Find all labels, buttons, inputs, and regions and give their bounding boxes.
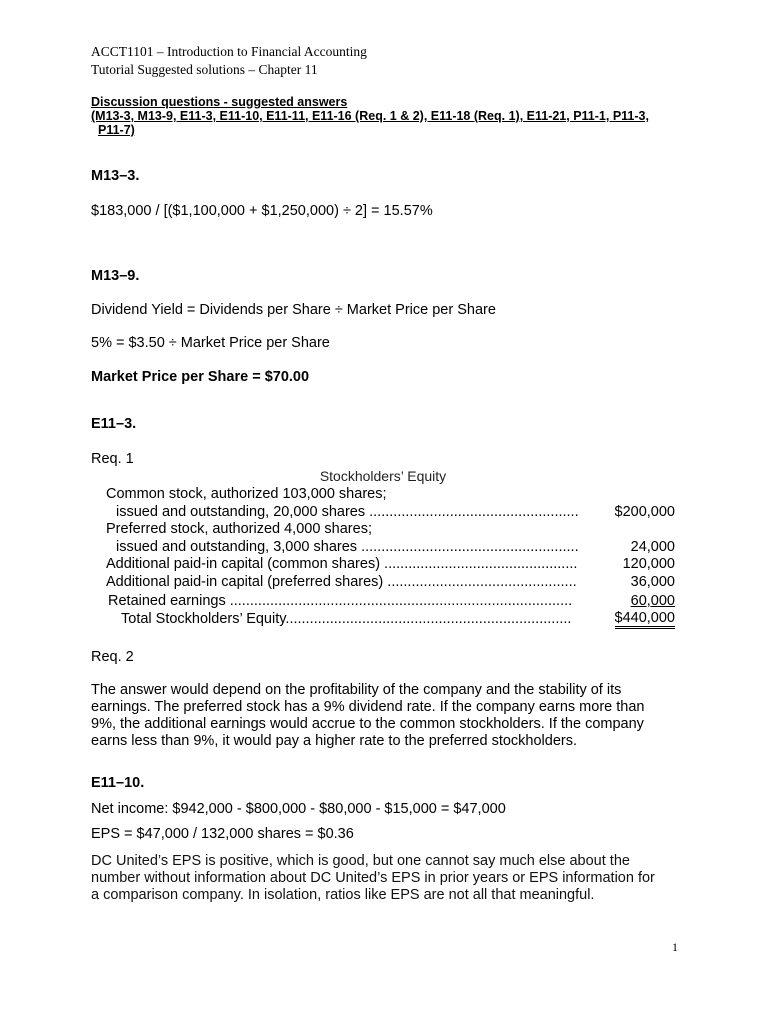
m13-3-heading: M13–3. xyxy=(91,168,140,184)
market-price-result: Market Price per Share = $70.00 xyxy=(91,369,310,385)
row-label: Total Stockholders’ Equity....................................................................... xyxy=(121,611,572,627)
row-value: 120,000 xyxy=(622,556,675,572)
row-label: Retained earnings ..................................................................................... xyxy=(108,593,573,609)
answer-line: 9%, the additional earnings would accrue to the common stockholders. If the company xyxy=(91,716,644,732)
question-list-line-2: P11-7) xyxy=(98,123,135,137)
table-row xyxy=(91,486,675,503)
e11-3-heading: E11–3. xyxy=(91,416,137,432)
total-value: $440,000 xyxy=(615,611,675,629)
dividend-yield-formula: Dividend Yield = Dividends per Share ÷ Market Price per Share xyxy=(91,302,496,318)
course-title: ACCT1101 – Introduction to Financial Accounting xyxy=(91,44,367,59)
commentary-line: DC United’s EPS is positive, which is good, but one cannot say much else about the xyxy=(91,853,630,869)
discussion-title: Discussion questions - suggested answers xyxy=(91,95,348,109)
table-row xyxy=(91,521,675,538)
table-row xyxy=(91,556,675,573)
document-subtitle: Tutorial Suggested solutions – Chapter 11 xyxy=(91,62,318,77)
m13-3-formula: $183,000 / [($1,100,000 + $1,250,000) ÷ 2] = 15.57% xyxy=(91,203,433,219)
commentary-line: number without information about DC United’s EPS in prior years or EPS information for xyxy=(91,870,655,886)
commentary-line: a comparison company. In isolation, ratios like EPS are not all that meaningful. xyxy=(91,887,595,903)
row-label: issued and outstanding, 20,000 shares .................................................... xyxy=(116,504,579,520)
net-income-calculation: Net income: $942,000 - $800,000 - $80,000 - $15,000 = $47,000 xyxy=(91,801,506,817)
row-value: $200,000 xyxy=(614,504,675,520)
req-2-label: Req. 2 xyxy=(91,649,134,665)
row-value: 24,000 xyxy=(630,539,675,555)
dividend-yield-substitution: 5% = $3.50 ÷ Market Price per Share xyxy=(91,335,330,351)
table-row xyxy=(91,539,675,556)
row-label: Common stock, authorized 103,000 shares; xyxy=(106,486,387,502)
row-label: Additional paid-in capital (common shares) ................................................ xyxy=(106,556,578,572)
statement-title: Stockholders’ Equity xyxy=(319,468,447,484)
row-value: 36,000 xyxy=(630,574,675,590)
row-label: Preferred stock, authorized 4,000 shares; xyxy=(106,521,372,537)
row-label: issued and outstanding, 3,000 shares ...................................................... xyxy=(116,539,579,555)
question-list-line-1: (M13-3, M13-9, E11-3, E11-10, E11-11, E11-16 (Req. 1 & 2), E11-18 (Req. 1), E11-21, P11-1, P11-3, xyxy=(91,109,649,123)
table-row xyxy=(91,504,675,521)
answer-line: earns less than 9%, it would pay a higher rate to the preferred stockholders. xyxy=(91,733,578,749)
m13-9-heading: M13–9. xyxy=(91,268,140,284)
answer-line: The answer would depend on the profitability of the company and the stability of its xyxy=(91,682,622,698)
table-row xyxy=(91,574,675,591)
e11-10-heading: E11–10. xyxy=(91,775,145,791)
req-1-label: Req. 1 xyxy=(91,451,134,467)
req-2-answer xyxy=(91,682,681,750)
eps-commentary xyxy=(91,853,681,904)
table-row xyxy=(91,593,675,610)
table-row xyxy=(91,611,675,628)
row-label: Additional paid-in capital (preferred shares) ............................................... xyxy=(106,574,577,590)
eps-calculation: EPS = $47,000 / 132,000 shares = $0.36 xyxy=(91,826,354,842)
row-value: 60,000 xyxy=(630,593,675,609)
page-number: 1 xyxy=(672,940,678,954)
answer-line: earnings. The preferred stock has a 9% dividend rate. If the company earns more than xyxy=(91,699,645,715)
